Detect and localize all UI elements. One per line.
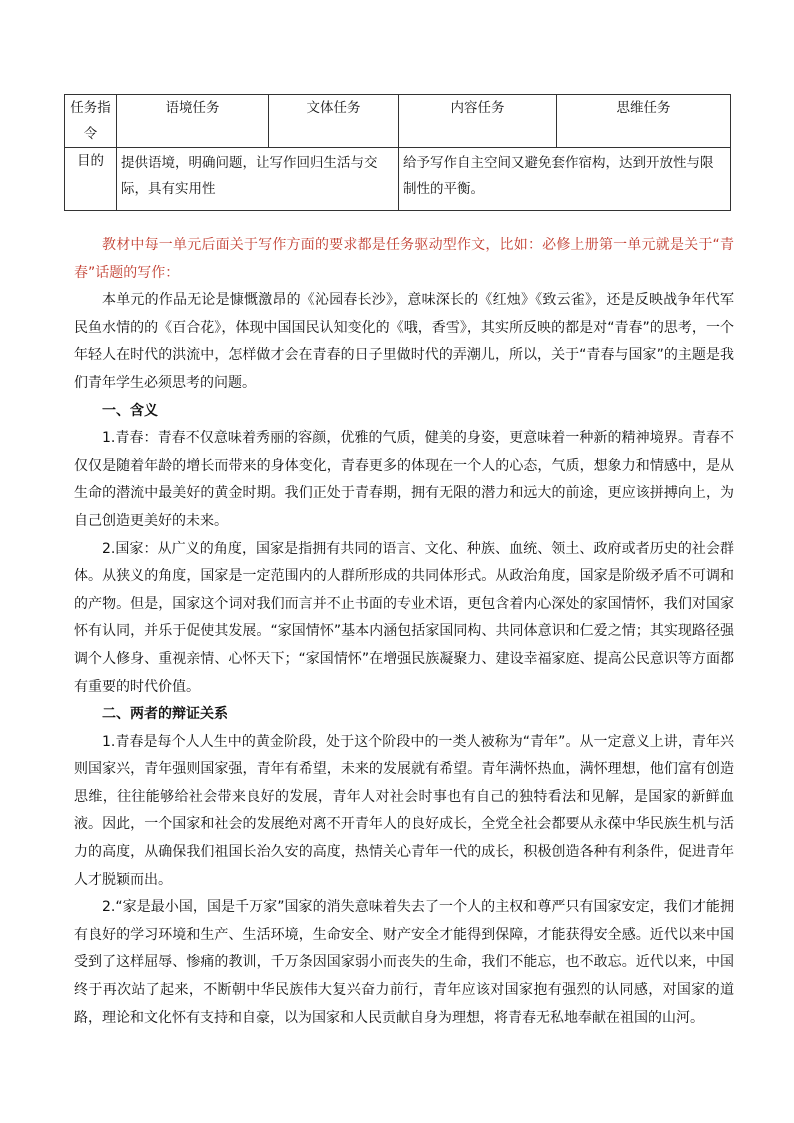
header-context-task: 语境任务 xyxy=(117,95,269,148)
header-thinking-task: 思维任务 xyxy=(557,95,731,148)
header-task-instruction: 任务指令 xyxy=(65,95,117,148)
header-genre-task: 文体任务 xyxy=(269,95,399,148)
intro-paragraph: 教材中每一单元后面关于写作方面的要求都是任务驱动型作文，比如：必修上册第一单元就是关于“青春”话题的写作： xyxy=(74,237,734,281)
paragraph-relationship-2: 2.“家是最小国，国是千万家”国家的消失意味着失去了一个人的主权和尊严只有国家安定，我们才能拥有良好的学习环境和生产、生活环境，生命安全、财产安全才能得到保障，才能获得安全感。近代以来中国受到了这样屈辱、惨痛的教训，千万条因国家弱小而丧失的生命，我们不能忘，也不敢忘。近代以来，中国终于再次站了起来，不断朝中华民族伟大复兴奋力前行，青年应该对国家抱有强烈的认同感，对国家的道路，理论和文化怀有支持和自豪，以为国家和人民贡献自身为理想，将青春无私地奉献在祖国的山河。 xyxy=(74,899,734,1026)
paragraph-youth-definition: 1.青春：青春不仅意味着秀丽的容颜，优雅的气质，健美的身姿，更意味着一种新的精神境界。青春不仅仅是随着年龄的增长而带来的身体变化，青春更多的体现在一个人的心态，气质，想象力和情感中，是从生命的潜流中最美好的黄金时期。我们正处于青春期，拥有无限的潜力和远大的前途，更应该拼搏向上，为自己创造更美好的未来。 xyxy=(74,430,734,529)
header-content-task: 内容任务 xyxy=(399,95,557,148)
body-text xyxy=(74,232,734,1032)
task-table xyxy=(64,94,731,211)
purpose-cell-left: 提供语境，明确问题，让写作回归生活与交际，具有实用性 xyxy=(117,148,399,211)
table-header-row xyxy=(65,95,731,148)
section-heading-relationship: 二、两者的辩证关系 xyxy=(102,706,228,723)
paragraph-unit-works: 本单元的作品无论是慷慨激昂的《沁园春长沙》，意味深长的《红烛》《致云雀》，还是反映战争年代军民鱼水情的的《百合花》，体现中国国民认知变化的《哦，香雪》，其实所反映的都是对“青春”的思考，一个年轻人在时代的洪流中，怎样做才会在青春的日子里做时代的弄潮儿，所以，关于“青春与国家”的主题是我们青年学生必须思考的问题。 xyxy=(74,292,734,391)
section-heading-meaning: 一、含义 xyxy=(102,402,158,419)
purpose-cell-right: 给予写作自主空间又避免套作宿构，达到开放性与限制性的平衡。 xyxy=(399,148,731,211)
paragraph-nation-definition: 2.国家：从广义的角度，国家是指拥有共同的语言、文化、种族、血统、领土、政府或者历史的社会群体。从狭义的角度，国家是一定范围内的人群所形成的共同体形式。从政治角度，国家是阶级矛盾不可调和的产物。但是，国家这个词对我们而言并不止书面的专业术语，更包含着内心深处的家国情怀，我们对国家怀有认同，并乐于促使其发展。“家国情怀”基本内涵包括家国同构、共同体意识和仁爱之情；其实现路径强调个人修身、重视亲情、心怀天下；“家国情怀”在增强民族凝聚力、建设幸福家庭、提高公民意识等方面都有重要的时代价值。 xyxy=(74,540,734,695)
table-row xyxy=(65,148,731,211)
row-label-purpose: 目的 xyxy=(65,148,117,211)
paragraph-relationship-1: 1.青春是每个人人生中的黄金阶段，处于这个阶段中的一类人被称为“青年”。从一定意义上讲，青年兴则国家兴，青年强则国家强，青年有希望，未来的发展就有希望。青年满怀热血，满怀理想，他们富有创造思维，往往能够给社会带来良好的发展，青年人对社会时事也有自己的独特看法和见解，是国家的新鲜血液。因此，一个国家和社会的发展绝对离不开青年人的良好成长，全党全社会都要从永葆中华民族生机与活力的高度，从确保我们祖国长治久安的高度，热情关心青年一代的成长，积极创造各种有利条件，促进青年人才脱颖而出。 xyxy=(74,733,734,888)
